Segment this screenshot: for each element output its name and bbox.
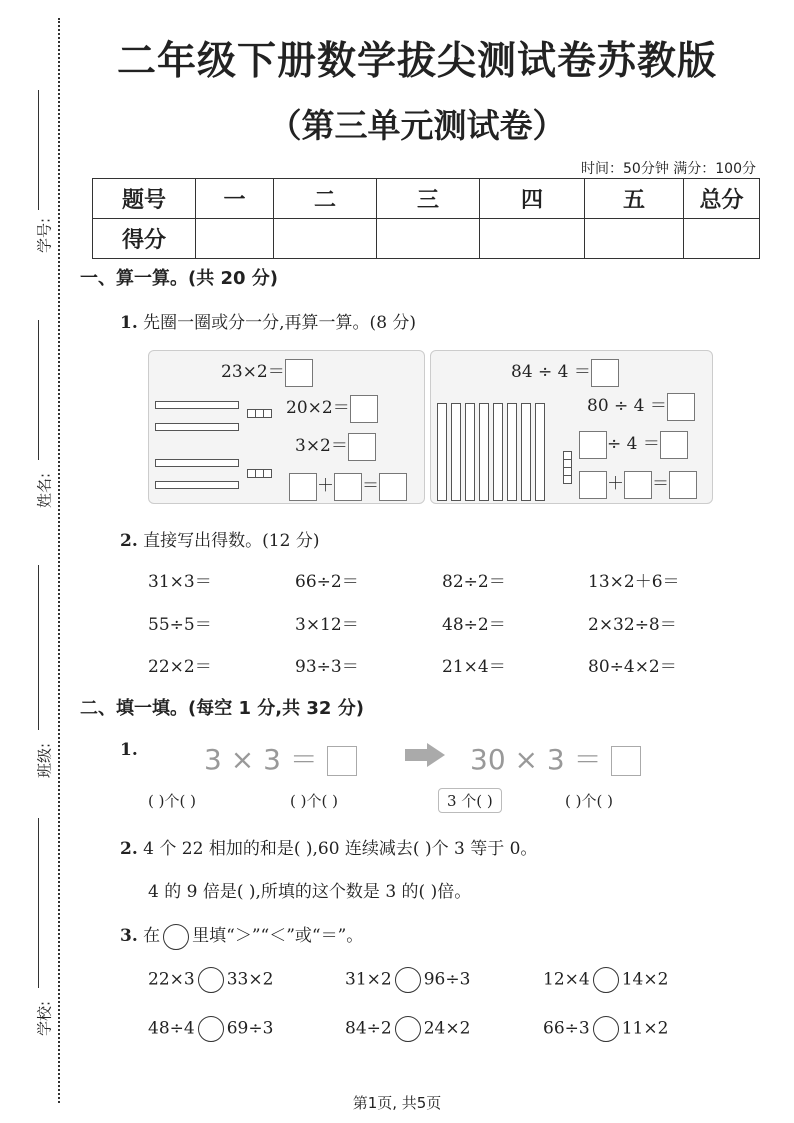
arrow-shaft bbox=[405, 749, 427, 761]
answer-box[interactable] bbox=[611, 746, 641, 776]
compare-circle[interactable] bbox=[593, 1016, 619, 1042]
ten-rod bbox=[493, 403, 503, 501]
calc-item: 80÷4×2＝ bbox=[588, 657, 677, 677]
fill-blank[interactable]: ( )个( ) bbox=[290, 792, 338, 810]
name-field: 姓名: bbox=[12, 320, 52, 510]
score-table bbox=[92, 178, 760, 259]
question-number: 2. bbox=[120, 839, 138, 859]
score-row-label: 得分 bbox=[93, 219, 196, 259]
division-panel bbox=[430, 350, 713, 504]
fill-blank[interactable]: ( )个( ) bbox=[565, 792, 613, 810]
question-text: 直接写出得数。(12 分) bbox=[143, 531, 320, 551]
question-number: 2. bbox=[120, 531, 138, 551]
section2-title: 二、填一填。(每空 1 分,共 32 分) bbox=[80, 698, 364, 719]
compare-item: 48÷4 69÷3 bbox=[148, 1016, 273, 1042]
calc-item: 93÷3＝ bbox=[295, 657, 359, 677]
class-field: 班级: bbox=[12, 565, 52, 785]
ten-rod bbox=[507, 403, 517, 501]
calc-item: 13×2＋6＝ bbox=[588, 572, 680, 592]
right-step2: ÷ 4 ＝ bbox=[579, 429, 688, 459]
ten-rod bbox=[535, 403, 545, 501]
unit-cube bbox=[263, 469, 272, 478]
answer-box[interactable] bbox=[327, 746, 357, 776]
compare-circle[interactable] bbox=[198, 1016, 224, 1042]
score-cell[interactable] bbox=[684, 219, 760, 259]
answer-box[interactable] bbox=[667, 393, 695, 421]
unit-cube bbox=[263, 409, 272, 418]
page-title: 二年级下册数学拔尖测试卷苏教版 bbox=[116, 39, 717, 84]
question-number: 1. bbox=[120, 313, 138, 333]
section1-q1 bbox=[120, 308, 416, 333]
calc-item: 2×32÷8＝ bbox=[588, 615, 677, 635]
score-cell[interactable] bbox=[480, 219, 585, 259]
answer-box[interactable] bbox=[379, 473, 407, 501]
circle-icon bbox=[163, 924, 189, 950]
ten-rod bbox=[451, 403, 461, 501]
score-header-cell: 总分 bbox=[684, 179, 760, 219]
compare-circle[interactable] bbox=[395, 1016, 421, 1042]
left-big-expression: 3 × 3 ＝ bbox=[204, 738, 357, 778]
ten-rod bbox=[521, 403, 531, 501]
ten-rod bbox=[437, 403, 447, 501]
compare-circle[interactable] bbox=[198, 967, 224, 993]
score-header-cell: 四 bbox=[480, 179, 585, 219]
section2-q2-line2: 4 的 9 倍是( ),所填的这个数是 3 的( )倍。 bbox=[148, 882, 472, 902]
right-sum: ＋ ＝ bbox=[579, 469, 697, 499]
left-step1: 20×2＝ bbox=[286, 393, 378, 423]
score-cell[interactable] bbox=[274, 219, 377, 259]
compare-item: 22×3 33×2 bbox=[148, 967, 273, 993]
multiplication-panel bbox=[148, 350, 425, 504]
answer-box[interactable] bbox=[348, 433, 376, 461]
calc-item: 82÷2＝ bbox=[442, 572, 506, 592]
compare-item: 31×2 96÷3 bbox=[345, 967, 470, 993]
answer-box[interactable] bbox=[334, 473, 362, 501]
answer-box[interactable] bbox=[669, 471, 697, 499]
answer-box[interactable] bbox=[660, 431, 688, 459]
answer-box[interactable] bbox=[289, 473, 317, 501]
calc-item: 21×4＝ bbox=[442, 657, 506, 677]
student-no-field: 学号: bbox=[12, 90, 52, 270]
section2-q1 bbox=[120, 740, 138, 760]
answer-box[interactable] bbox=[624, 471, 652, 499]
answer-box[interactable] bbox=[350, 395, 378, 423]
section1-title: 一、算一算。(共 20 分) bbox=[80, 268, 279, 289]
section1-q2 bbox=[120, 526, 319, 551]
question-text: 先圈一圈或分一分,再算一算。(8 分) bbox=[143, 313, 417, 333]
score-table-score-row bbox=[93, 219, 760, 259]
compare-item: 12×4 14×2 bbox=[543, 967, 668, 993]
page-subtitle: （第三单元测试卷） bbox=[268, 106, 566, 145]
answer-box[interactable] bbox=[579, 431, 607, 459]
calc-item: 31×3＝ bbox=[148, 572, 212, 592]
ten-rod bbox=[479, 403, 489, 501]
right-step1: 80 ÷ 4 ＝ bbox=[587, 391, 695, 421]
left-step2: 3×2＝ bbox=[295, 431, 376, 461]
ten-rod bbox=[155, 481, 239, 489]
score-header-cell: 三 bbox=[377, 179, 480, 219]
page-footer: 第1页, 共5页 bbox=[352, 1094, 442, 1112]
time-info: 时间：50分钟 满分：100分 bbox=[581, 161, 756, 177]
question-number: 3. bbox=[120, 926, 138, 946]
ten-rod bbox=[465, 403, 475, 501]
left-main-expression: 23×2＝ bbox=[221, 357, 313, 387]
score-header-cell: 二 bbox=[274, 179, 377, 219]
question-text: 4 个 22 相加的和是( ),60 连续减去( )个 3 等于 0。 bbox=[143, 839, 538, 859]
unit-cube bbox=[563, 475, 572, 484]
left-sum: ＋ ＝ bbox=[289, 471, 407, 501]
binding-dashed-line bbox=[58, 18, 60, 1103]
score-table-header-row bbox=[93, 179, 760, 219]
compare-circle[interactable] bbox=[593, 967, 619, 993]
answer-box[interactable] bbox=[579, 471, 607, 499]
fill-blank[interactable]: 3 个( ) bbox=[438, 788, 502, 813]
section2-q2 bbox=[120, 834, 537, 859]
score-cell[interactable] bbox=[377, 219, 480, 259]
compare-item: 66÷3 11×2 bbox=[543, 1016, 668, 1042]
calc-item: 3×12＝ bbox=[295, 615, 359, 635]
right-big-expression: 30 × 3 ＝ bbox=[470, 738, 641, 778]
question-number: 1. bbox=[120, 740, 138, 760]
calc-item: 55÷5＝ bbox=[148, 615, 212, 635]
ten-rod bbox=[155, 459, 239, 467]
ten-rod bbox=[155, 401, 239, 409]
calc-item: 22×2＝ bbox=[148, 657, 212, 677]
calc-item: 66÷2＝ bbox=[295, 572, 359, 592]
compare-circle[interactable] bbox=[395, 967, 421, 993]
ten-rod bbox=[155, 423, 239, 431]
compare-item: 84÷2 24×2 bbox=[345, 1016, 470, 1042]
fill-blank[interactable]: ( )个( ) bbox=[148, 792, 196, 810]
score-header-cell: 一 bbox=[196, 179, 274, 219]
school-field: 学校: bbox=[12, 818, 52, 1043]
score-cell[interactable] bbox=[585, 219, 684, 259]
answer-box[interactable] bbox=[591, 359, 619, 387]
right-main-expression: 84 ÷ 4 ＝ bbox=[511, 357, 619, 387]
arrow-right-icon bbox=[427, 743, 445, 767]
calc-item: 48÷2＝ bbox=[442, 615, 506, 635]
section2-q3: 3. 在 里填“＞”“＜”或“＝”。 bbox=[120, 921, 363, 950]
score-header-cell: 五 bbox=[585, 179, 684, 219]
score-header-cell: 题号 bbox=[93, 179, 196, 219]
answer-box[interactable] bbox=[285, 359, 313, 387]
score-cell[interactable] bbox=[196, 219, 274, 259]
